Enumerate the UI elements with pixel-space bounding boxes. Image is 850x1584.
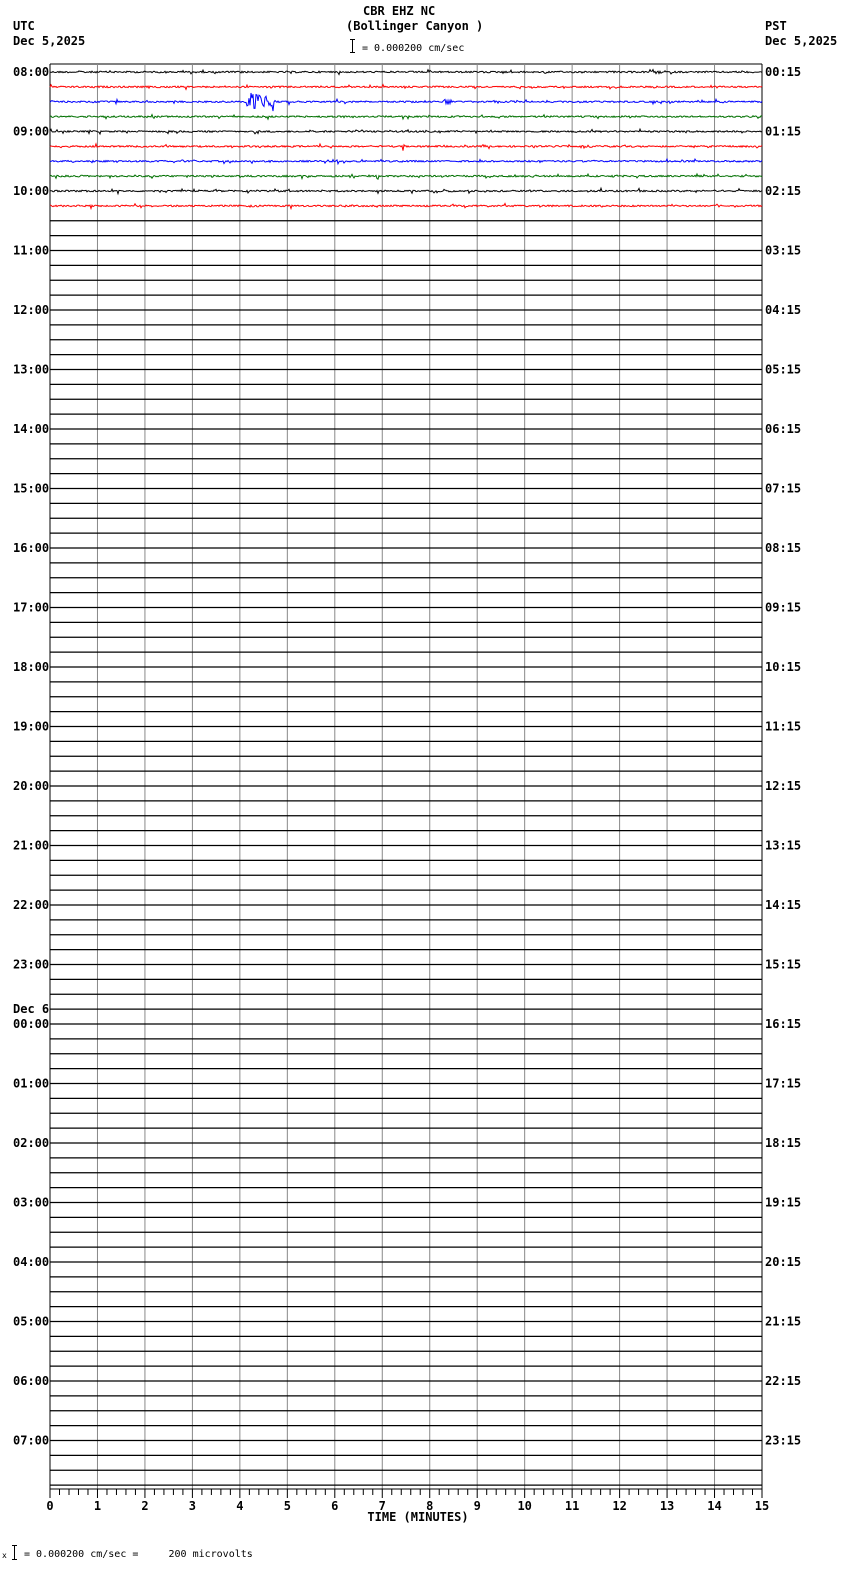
seismic-trace (50, 115, 762, 120)
seismic-trace (50, 85, 762, 90)
right-hour-label: 05:15 (765, 362, 802, 377)
left-hour-label: 03:00 (13, 1195, 50, 1210)
right-hour-label: 03:15 (765, 243, 802, 258)
left-hour-label: 18:00 (13, 660, 50, 674)
right-hour-label: 21:15 (765, 1314, 802, 1329)
left-hour-label: 20:00 (13, 779, 50, 793)
left-hour-label: 00:00 (13, 1017, 50, 1031)
left-date: Dec 5,2025 (13, 34, 86, 48)
seismic-trace (50, 93, 762, 111)
left-hour-label: 08:00 (13, 65, 50, 79)
x-tick-label: 11 (564, 1499, 580, 1513)
footer-scale-note: = 0.000200 cm/sec = 200 microvolts (24, 1549, 253, 1560)
x-axis-title: TIME (MINUTES) (367, 1510, 469, 1524)
left-hour-label: 13:00 (13, 362, 50, 377)
seismic-trace (50, 129, 762, 134)
x-tick-label: 5 (283, 1499, 291, 1513)
x-tick-label: 7 (378, 1499, 386, 1513)
x-tick-label: 14 (707, 1499, 722, 1513)
left-hour-label: 07:00 (13, 1433, 50, 1448)
seismic-trace (50, 159, 762, 164)
right-hour-label: 15:15 (765, 957, 802, 972)
seismic-trace (50, 174, 762, 179)
left-hour-label: 10:00 (13, 184, 50, 198)
footer-scale-bar-icon (12, 1545, 17, 1560)
right-hour-label: 10:15 (765, 660, 802, 674)
x-tick-label: 12 (612, 1499, 627, 1513)
left-hour-label: 22:00 (13, 898, 50, 912)
x-tick-label: 15 (754, 1499, 770, 1513)
right-hour-label: 19:15 (765, 1195, 802, 1210)
seismic-trace (50, 204, 762, 209)
seismic-trace (50, 70, 762, 75)
station-location: (Bollinger Canyon ) (346, 19, 484, 33)
x-tick-label: 4 (236, 1499, 244, 1513)
left-hour-label: 06:00 (13, 1374, 50, 1388)
right-hour-label: 12:15 (765, 779, 802, 793)
right-timezone: PST (765, 19, 787, 33)
left-hour-label: 14:00 (13, 422, 50, 436)
x-tick-label: 13 (659, 1499, 675, 1513)
left-hour-label: 16:00 (13, 541, 50, 555)
right-hour-label: 02:15 (765, 184, 802, 198)
left-hour-label: 12:00 (13, 303, 50, 317)
right-hour-label: 06:15 (765, 422, 802, 436)
left-hour-label: 23:00 (13, 957, 50, 972)
right-date: Dec 5,2025 (765, 34, 838, 48)
left-hour-label: 11:00 (13, 243, 50, 258)
right-hour-label: 08:15 (765, 541, 802, 555)
right-hour-label: 18:15 (765, 1136, 802, 1150)
x-tick-label: 2 (141, 1499, 149, 1513)
right-hour-label: 22:15 (765, 1374, 802, 1388)
seismic-trace (50, 144, 762, 151)
x-tick-label: 0 (46, 1499, 54, 1513)
scale-label: = 0.000200 cm/sec (362, 43, 465, 54)
right-hour-label: 01:15 (765, 124, 802, 139)
left-timezone: UTC (13, 19, 35, 33)
x-tick-label: 9 (473, 1499, 481, 1513)
station-title: CBR EHZ NC (363, 4, 436, 18)
right-hour-label: 07:15 (765, 481, 802, 496)
next-day-label: Dec 6 (13, 1002, 50, 1016)
left-hour-label: 17:00 (13, 600, 50, 615)
right-hour-label: 20:15 (765, 1255, 802, 1269)
left-hour-label: 04:00 (13, 1255, 50, 1269)
left-hour-label: 05:00 (13, 1314, 50, 1329)
right-hour-label: 09:15 (765, 600, 802, 615)
left-hour-label: 19:00 (13, 719, 50, 734)
right-hour-label: 14:15 (765, 898, 802, 912)
right-hour-label: 16:15 (765, 1017, 802, 1031)
x-tick-label: 6 (331, 1499, 339, 1513)
x-tick-label: 3 (188, 1499, 197, 1513)
right-hour-label: 17:15 (765, 1076, 802, 1091)
left-hour-label: 02:00 (13, 1136, 50, 1150)
right-hour-label: 04:15 (765, 303, 802, 317)
left-hour-label: 15:00 (13, 481, 50, 496)
right-hour-label: 11:15 (765, 719, 802, 734)
left-hour-label: 21:00 (13, 838, 50, 853)
right-hour-label: 13:15 (765, 838, 802, 853)
x-tick-label: 1 (93, 1499, 102, 1513)
left-hour-label: 01:00 (13, 1076, 50, 1091)
footer-marker: x (2, 1551, 7, 1560)
left-hour-label: 09:00 (13, 124, 50, 139)
right-hour-label: 23:15 (765, 1433, 802, 1448)
x-tick-label: 10 (517, 1499, 532, 1513)
seismic-trace (50, 188, 762, 194)
x-tick-label: 8 (426, 1499, 434, 1513)
right-hour-label: 00:15 (765, 65, 802, 79)
